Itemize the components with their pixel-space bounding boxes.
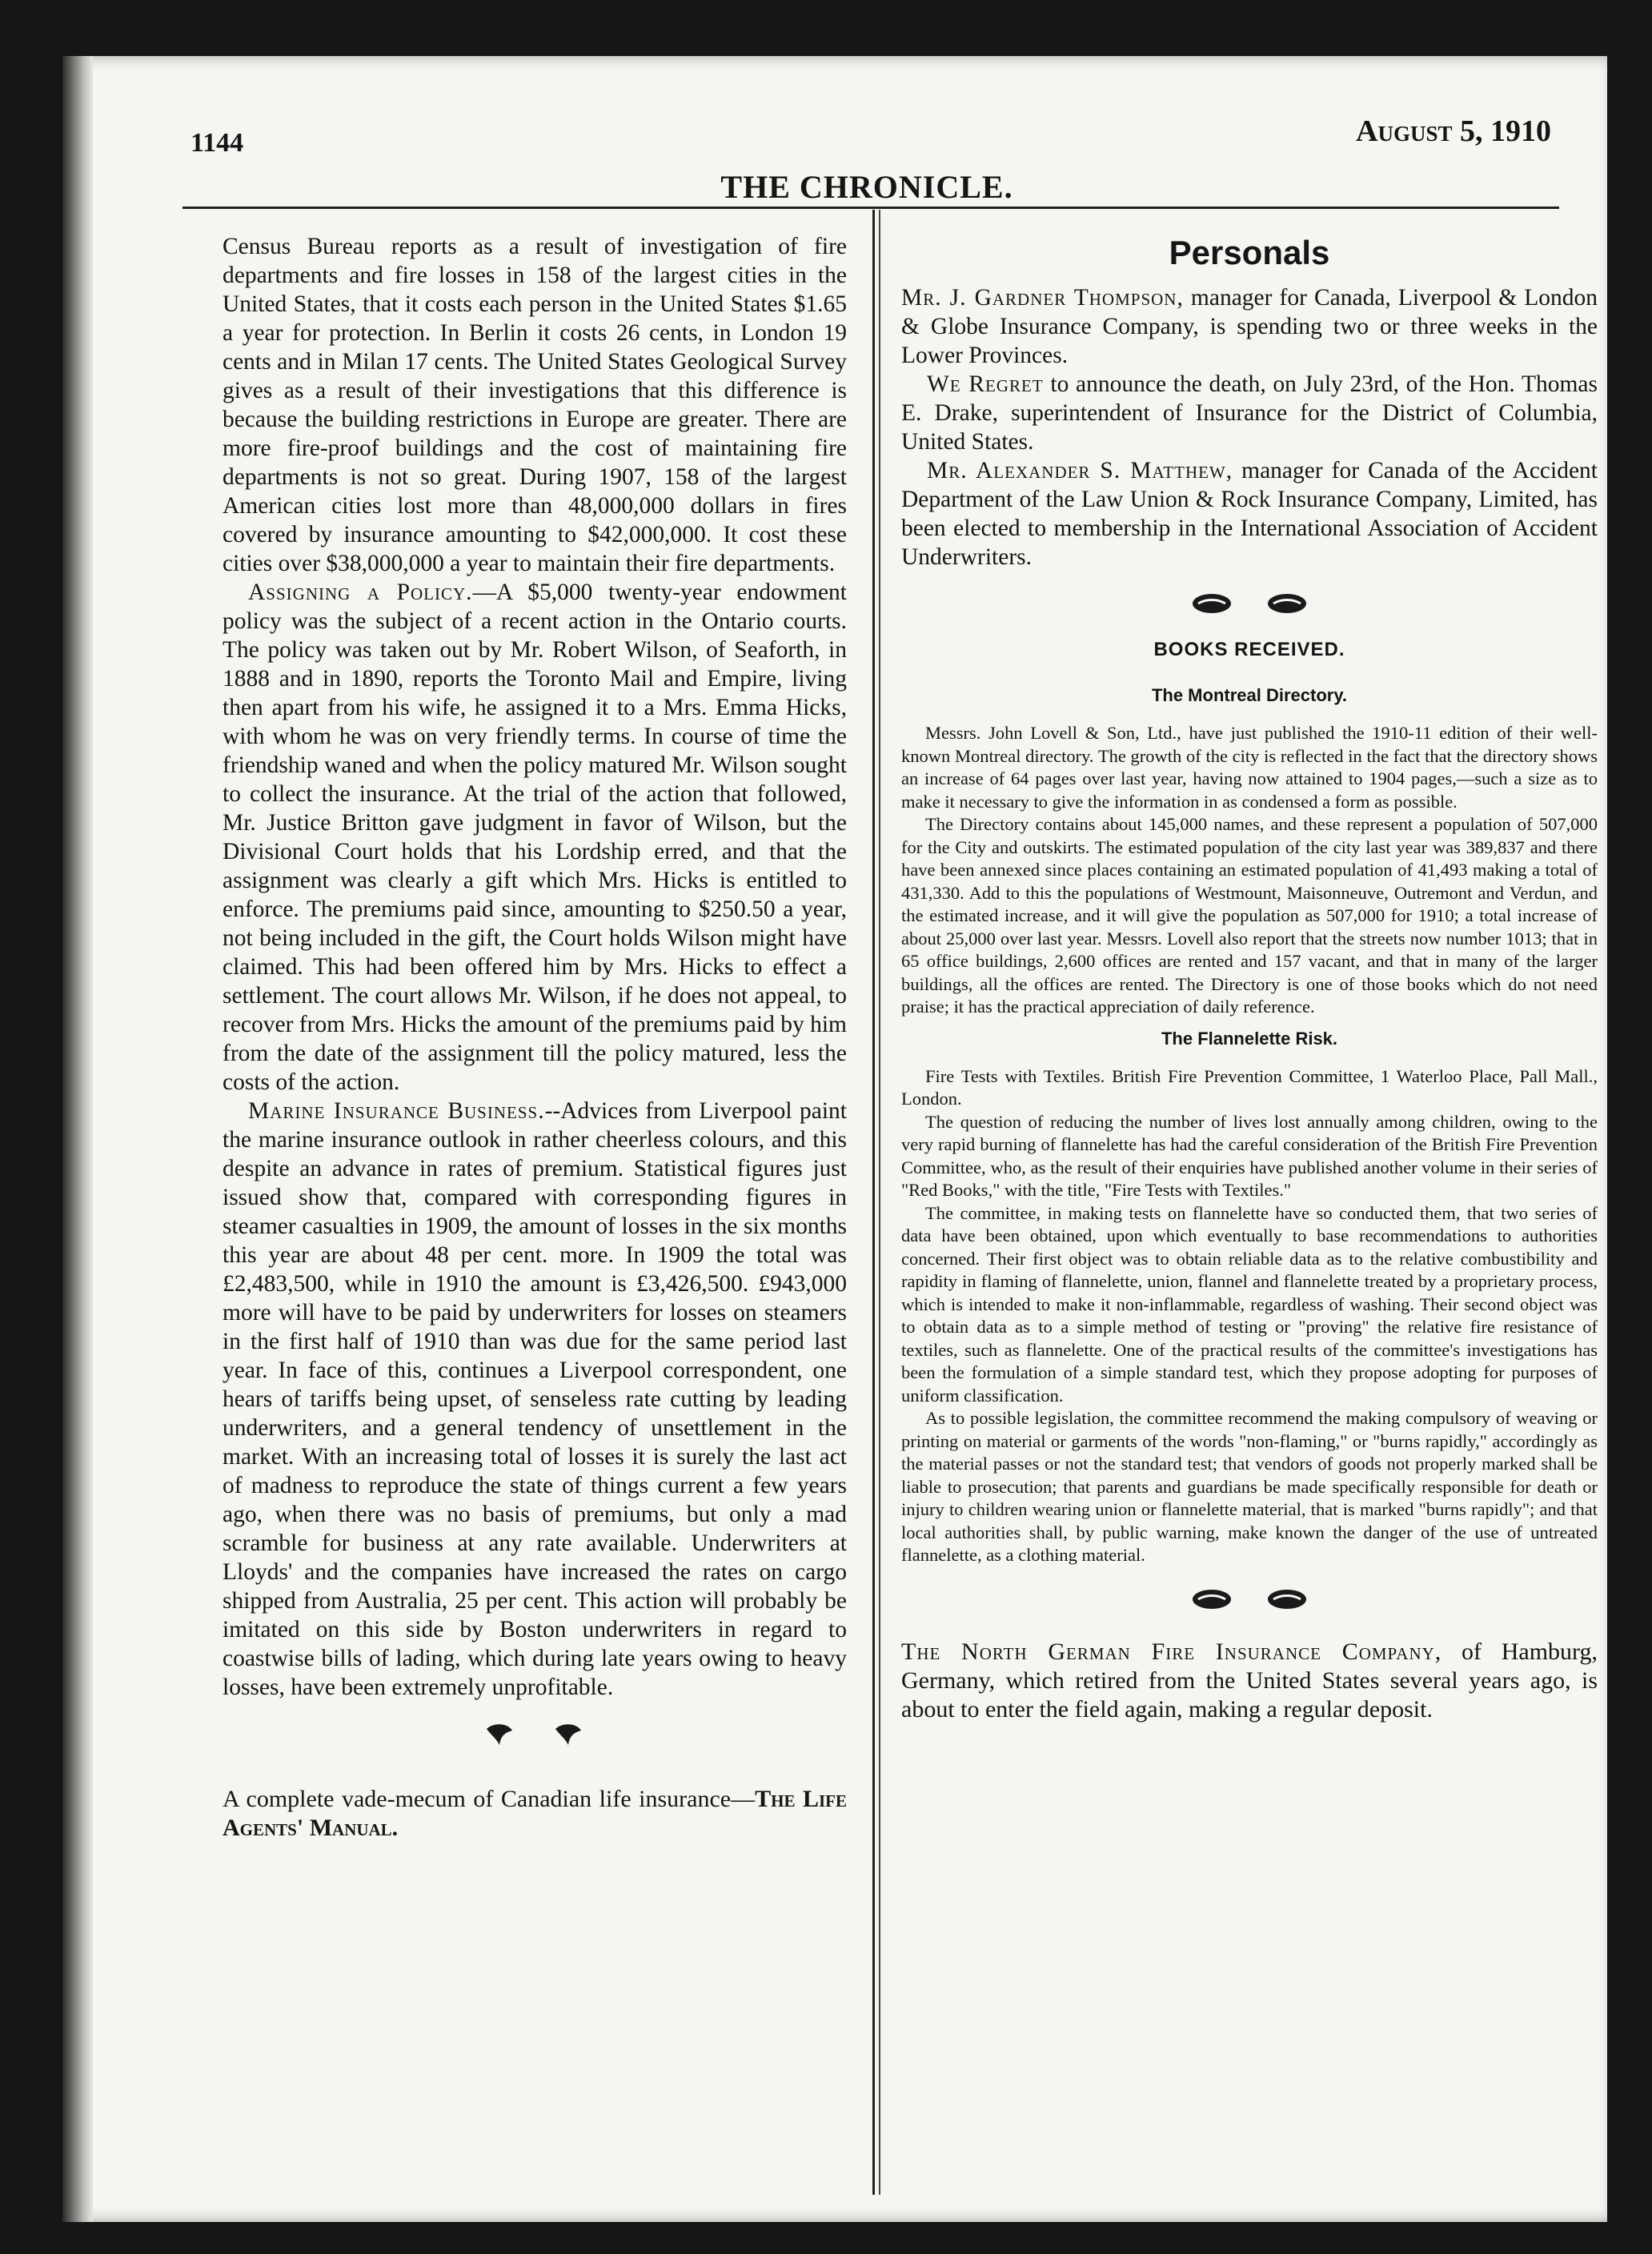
advert-text: A complete vade-mecum of Canadian life insurance— bbox=[223, 1786, 756, 1812]
manual-advert bbox=[223, 1785, 847, 1843]
issue-date: August 5, 1910 bbox=[1356, 114, 1551, 148]
census-paragraph: Census Bureau reports as a result of investigation of fire departments and fire losses in 158 of the largest cities in the United States, that it costs each person in the United States $1.65 a year for protection. In Berlin it costs 26 cents, in London 19 cents and in Milan 17 cents. The United States Geological Survey gives as a result of their investigations that this difference is because the building restrictions in Europe are greater. There are more fire-proof buildings and the cost of maintaining fire departments is not so great. During 1907, 158 of the largest American cities lost more than 48,000,000 dollars in fires covered by insurance amounting to $42,000,000. It cost these cities over $38,000,000 a year to maintain their fire departments. bbox=[223, 234, 847, 576]
newspaper-page bbox=[62, 56, 1607, 2222]
montreal-directory-section bbox=[901, 722, 1598, 1019]
personal-text: manager for Canada of the Accident Department of the Law Union & Rock Insurance Company, Limited, has been elected to membership in the International Association of Accident Underwriters. bbox=[901, 458, 1598, 570]
personal-text: manager for Canada, Liverpool & London & Globe Insurance Company, is spending two or three weeks in the Lower Provinces. bbox=[901, 285, 1598, 368]
montreal-paragraph: The Directory contains about 145,000 names, and these represent a population of 507,000 for the City and outskirts. The estimated population of the city last year was 389,837 and there have been annexed since places containing an estimated population of 41,493 making a total of 431,330. Add to this the populations of Westmount, Maisonneuve, Outremont and Verdun, and the estimated increase, and it will give the population as 507,000 for 1910; a total increase of about 25,000 over last year. Messrs. Lovell also report that the streets now number 1013; that in 65 office buildings, 2,600 offices are rented and 157 vacant, and that in many of the larger buildings, all the offices are rented. The Directory is one of those books which do not need praise; it has the practical appreciation of daily reference. bbox=[901, 814, 1598, 1017]
north-german-heading: The North German Fire Insurance Company, bbox=[901, 1638, 1442, 1665]
assigning-body: —A $5,000 twenty-year endowment policy was the subject of a recent action in the Ontario courts. The policy was taken out by Mr. Robert Wilson, of Seaforth, in 1888 and in 1890, reports the Toronto Mail and Empire, living then apart from his wife, he assigned it to a Mrs. Emma Hicks, with whom he was on very friendly terms. In course of time the friendship waned and when the policy matured Mr. Wilson sought to collect the insurance. At the trial of the action that followed, Mr. Justice Britton gave judgment in favor of Wilson, but the Divisional Court holds that his Lordship erred, and that the assignment was clearly a gift which Mrs. Hicks is entitled to enforce. The premiums paid since, amounting to $250.50 a year, not being included in the gift, the Court holds Wilson might have claimed. This had been offered him by Mrs. Hicks to effect a settlement. The court allows Mr. Wilson, if he does not appeal, to recover from Mrs. Hicks the amount of the premiums paid by him from the date of the assignment till the policy matured, less the costs of the action. bbox=[223, 580, 847, 1095]
book-spine bbox=[62, 56, 93, 2222]
lip-ornament bbox=[901, 1586, 1598, 1622]
montreal-directory-heading: The Montreal Directory. bbox=[1151, 685, 1348, 705]
books-received-heading: BOOKS RECEIVED. bbox=[1153, 639, 1345, 660]
personals-section bbox=[901, 283, 1598, 572]
left-column bbox=[223, 232, 847, 1843]
personal-name: We Regret bbox=[927, 371, 1044, 397]
publication-title: THE CHRONICLE. bbox=[720, 169, 1013, 205]
right-column bbox=[901, 232, 1598, 1724]
flannelette-paragraph: The question of reducing the number of lives lost annually among children, owing to the very rapid burning of flannelette has had the careful consideration of the British Fire Prevention Committee, who, as the result of their enquiries have published another volume in their series of "Red Books," with the title, "Fire Tests with Textiles." bbox=[901, 1111, 1598, 1200]
north-german-paragraph bbox=[901, 1638, 1598, 1724]
marine-body: --Advices from Liverpool paint the marine insurance outlook in rather cheerless colours, and this despite an advance in rates of premium. Statistical figures just issued show that, compared with corresponding figures in steamer casualties in 1909, the amount of losses in the six months this year are about 48 per cent. more. In 1909 the total was £2,483,500, while in 1910 the amount is £3,426,500. £943,000 more will have to be paid by underwriters for losses on steamers in the first half of 1910 than was due for the same period last year. In face of this, continues a Liverpool correspondent, one hears of tariffs being upset, of senseless rate cutting by leading underwriters, and a general tendency of unsettlement in the market. With an increasing total of losses it is surely the last act of madness to reproduce the state of things current a few years ago, when there was no basis of premiums, but only a mad scramble for business at any rate available. Underwriters at Lloyds' and the companies have increased the rates on cargo shipped from Australia, 25 per cent. This action will probably be imitated on this side by Boston underwriters in regard to coastwise bills of lading, which during late years owing to heavy losses, have been extremely unprofitable. bbox=[223, 1098, 847, 1700]
flannelette-heading: The Flannelette Risk. bbox=[1161, 1028, 1338, 1049]
personal-text: to announce the death, on July 23rd, of the Hon. Thomas E. Drake, superintendent of Insurance for the District of Columbia, United States. bbox=[901, 371, 1598, 455]
personal-name: Mr. J. Gardner Thompson, bbox=[901, 285, 1184, 311]
flannelette-paragraph: Fire Tests with Textiles. British Fire Prevention Committee, 1 Waterloo Place, Pall Mall., London. bbox=[901, 1065, 1598, 1109]
montreal-paragraph: Messrs. John Lovell & Son, Ltd., have just published the 1910-11 edition of their well-known Montreal directory. The growth of the city is reflected in the fact that the directory shows an increase of 64 pages over last year, having now attained to 1904 pages,—such a size as to make it necessary to give the information in as condensed a form as possible. bbox=[901, 723, 1598, 812]
assigning-heading: Assigning a Policy. bbox=[248, 580, 473, 605]
ornament-icon bbox=[1190, 1586, 1233, 1612]
leaf-icon bbox=[552, 1721, 586, 1750]
lip-ornament bbox=[901, 591, 1598, 626]
header-rule bbox=[182, 207, 1559, 209]
advert-title: The Life Agents' Manual. bbox=[223, 1786, 847, 1841]
assigning-paragraph bbox=[223, 578, 847, 1097]
personals-heading: Personals bbox=[1169, 234, 1330, 271]
leaf-ornament bbox=[223, 1721, 847, 1756]
ornament-icon bbox=[1265, 591, 1309, 616]
page-number: 1144 bbox=[190, 128, 244, 158]
personal-item bbox=[901, 370, 1598, 456]
column-rule bbox=[872, 210, 875, 2195]
flannelette-section bbox=[901, 1065, 1598, 1567]
marine-paragraph bbox=[223, 1097, 847, 1702]
ornament-icon bbox=[1265, 1586, 1309, 1612]
column-rule-inner bbox=[879, 210, 880, 2195]
marine-heading: Marine Insurance Business. bbox=[248, 1098, 545, 1124]
personal-item bbox=[901, 283, 1598, 370]
north-german-body: of Hamburg, Germany, which retired from the United States several years ago, is about to enter the field again, making a regular deposit. bbox=[901, 1638, 1598, 1723]
flannelette-paragraph: As to possible legislation, the committee recommend the making compulsory of weaving or printing on material or garments of the words "non-flaming," or "burns rapidly," accordingly as the material passes or not the standard test; that vendors of goods not properly marked shall be liable to prosecution; that parents and guardians be made specifically responsible for death or injury to children wearing union or flannelette material, that is marked "burns rapidly"; and that local authorities shall, by public warning, make known the danger of the use of untreated flannelette, as a clothing material. bbox=[901, 1408, 1598, 1565]
personal-item bbox=[901, 456, 1598, 572]
flannelette-paragraph: The committee, in making tests on flannelette have so conducted them, that two series of data have been obtained, upon which eventually to base recommendations to authorities concerned. Their first object was to obtain reliable data as to the relative combustibility and rapidity in flaming of flannelette, union, flannel and flannelette treated by a proprietary process, which is intended to make it non-inflammable, regardless of washing. Their second object was to obtain data as to a simple method of testing or "proving" the relative fire resistance of textiles, such as flannelette. One of the practical results of the committee's investigations has been the formulation of a simple standard test, which they propose adopting for purposes of uniform classification. bbox=[901, 1202, 1598, 1406]
ornament-icon bbox=[1190, 591, 1233, 616]
page-header bbox=[174, 101, 1559, 205]
personal-name: Mr. Alexander S. Matthew, bbox=[927, 458, 1233, 483]
leaf-icon bbox=[483, 1721, 517, 1750]
